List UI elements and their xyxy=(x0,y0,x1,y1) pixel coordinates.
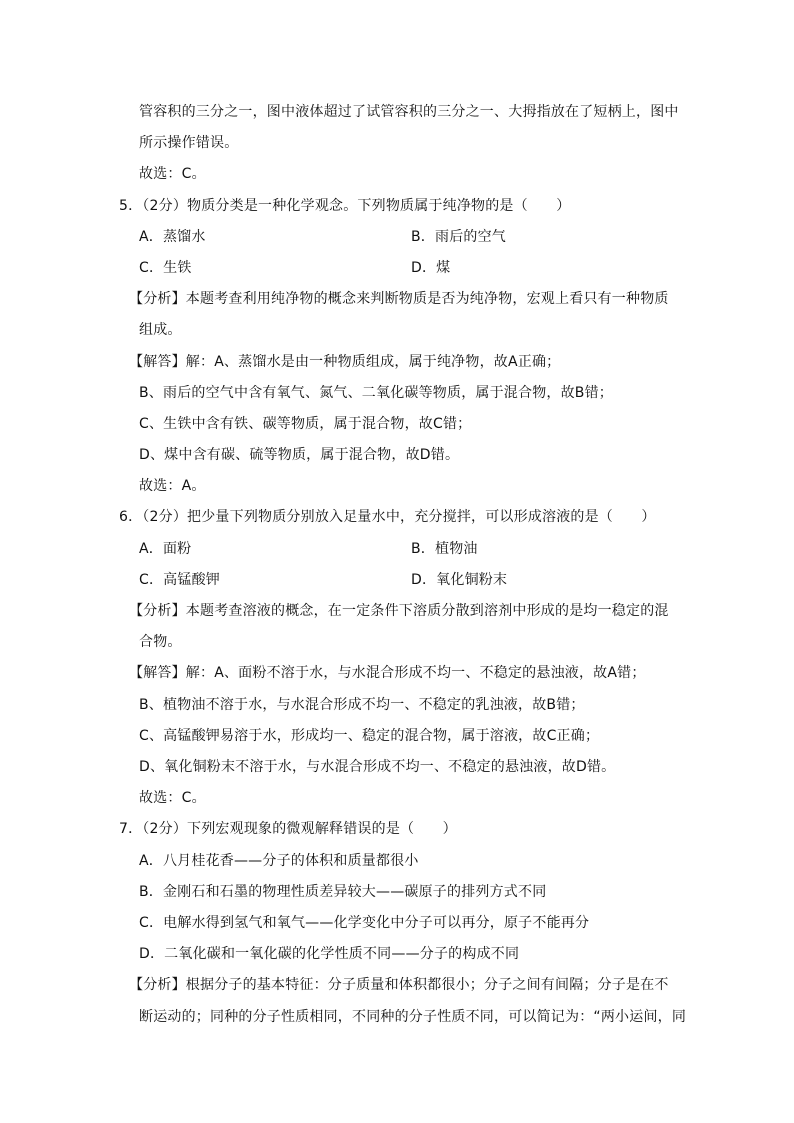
q5-solution-line-2: B、雨后的空气中含有氧气、氮气、二氧化碳等物质，属于混合物，故B错； xyxy=(139,385,614,401)
q7-option-c: C．电解水得到氢气和氧气——化学变化中分子可以再分，原子不能再分 xyxy=(139,915,590,931)
q7-analysis-line-1: 【分析】根据分子的基本特征：分子质量和体积都很小；分子之间有间隔；分子是在不 xyxy=(129,977,669,993)
q7-option-d: D．二氧化碳和一氧化碳的化学性质不同——分子的构成不同 xyxy=(139,946,520,962)
continuation-answer: 故选：C。 xyxy=(139,166,206,182)
q5-answer: 故选：A。 xyxy=(139,478,206,494)
q5-analysis-line-1: 【分析】本题考查利用纯净物的概念来判断物质是否为纯净物，宏观上看只有一种物质 xyxy=(129,291,669,307)
continuation-line-1: 管容积的三分之一，图中液体超过了试管容积的三分之一、大拇指放在了短柄上，图中 xyxy=(139,104,679,120)
q6-solution-line-2: B、植物油不溶于水，与水混合形成不均一、不稳定的乳浊液，故B错； xyxy=(139,697,585,713)
continuation-line-2: 所示操作错误。 xyxy=(139,135,239,151)
q6-analysis-line-1: 【分析】本题考查溶液的概念，在一定条件下溶质分散到溶剂中形成的是均一稳定的混 xyxy=(129,603,669,619)
q6-answer: 故选：C。 xyxy=(139,790,206,806)
q5-option-a: A．蒸馏水 xyxy=(139,229,206,245)
q6-option-b: B．植物油 xyxy=(411,541,478,557)
q5-solution-line-3: C、生铁中含有铁、碳等物质，属于混合物，故C错； xyxy=(139,416,472,432)
q6-analysis-line-2: 合物。 xyxy=(139,634,182,650)
q5-option-d: D．煤 xyxy=(411,260,451,276)
q6-solution-line-1: 【解答】解：A、面粉不溶于水，与水混合形成不均一、不稳定的悬浊液，故A错； xyxy=(129,665,646,681)
q7-option-a: A．八月桂花香——分子的体积和质量都很小 xyxy=(139,853,419,869)
q5-stem: 5．（2分）物质分类是一种化学观念。下列物质属于纯净物的是（ ） xyxy=(119,198,571,214)
q6-solution-line-4: D、氧化铜粉末不溶于水，与水混合形成不均一、不稳定的悬浊液，故D错。 xyxy=(139,759,616,775)
q6-solution-line-3: C、高锰酸钾易溶于水，形成均一、稳定的混合物，属于溶液，故C正确； xyxy=(139,728,600,744)
q6-stem: 6．（2分）把少量下列物质分别放入足量水中，充分搅拌，可以形成溶液的是（ ） xyxy=(119,509,656,525)
q7-analysis-line-2: 断运动的；同种的分子性质相同，不同种的分子性质不同，可以简记为：“两小运间，同 xyxy=(139,1009,687,1025)
q6-option-a: A．面粉 xyxy=(139,541,192,557)
q5-solution-line-1: 【解答】解：A、蒸馏水是由一种物质组成，属于纯净物，故A正确； xyxy=(129,354,561,370)
q6-option-c: C．高锰酸钾 xyxy=(139,572,220,588)
q5-solution-line-4: D、煤中含有碳、硫等物质，属于混合物，故D错。 xyxy=(139,447,460,463)
q6-option-d: D．氧化铜粉末 xyxy=(411,572,508,588)
q7-option-b: B．金刚石和石墨的物理性质差异较大——碳原子的排列方式不同 xyxy=(139,884,547,900)
q5-analysis-line-2: 组成。 xyxy=(139,322,182,338)
q5-option-b: B．雨后的空气 xyxy=(411,229,507,245)
q7-stem: 7．（2分）下列宏观现象的微观解释错误的是（ ） xyxy=(119,821,457,837)
q5-option-c: C．生铁 xyxy=(139,260,192,276)
